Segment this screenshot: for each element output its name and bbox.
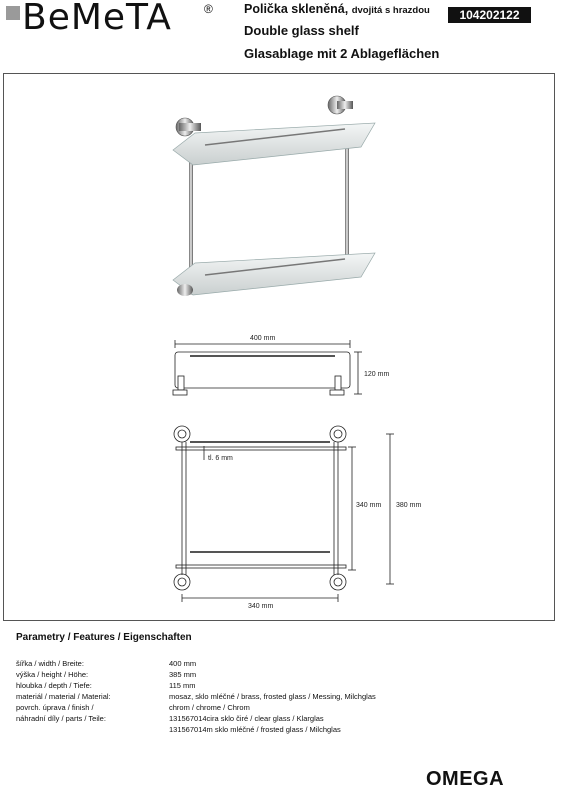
- title-english: Double glass shelf: [244, 23, 359, 38]
- parameter-label: materiál / material / Material:: [16, 692, 111, 701]
- front-mount-bottom-left: [174, 574, 190, 590]
- parameter-label: výška / height / Höhe:: [16, 670, 89, 679]
- inner-height-label: 340 mm: [356, 502, 382, 509]
- glass-thickness-label: tl. 6 mm: [208, 455, 233, 462]
- title-czech-note: dvojitá s hrazdou: [351, 5, 430, 16]
- front-lower-glass: [176, 565, 346, 568]
- parameter-label: šířka / width / Breite:: [16, 659, 84, 668]
- product-photo: [165, 85, 395, 315]
- brand-logo: BeMeTA: [22, 0, 172, 38]
- parameter-value: 131567014cira sklo čiré / clear glass / Klarglas: [169, 714, 324, 723]
- parameter-label: hloubka / depth / Tiefe:: [16, 681, 92, 690]
- parameter-label: náhradní díly / parts / Teile:: [16, 714, 106, 723]
- product-code-badge: 104202122: [448, 7, 531, 23]
- total-height-label: 380 mm: [396, 502, 422, 509]
- title-czech: [244, 2, 430, 16]
- bottom-mount-left: [177, 284, 193, 296]
- parameter-value: 385 mm: [169, 670, 197, 679]
- parameter-value: 115 mm: [169, 681, 196, 690]
- registered-mark: ®: [204, 2, 213, 16]
- width-label: 400 mm: [250, 335, 276, 342]
- front-height-label: 120 mm: [364, 371, 390, 378]
- front-mount-top-right: [330, 426, 346, 442]
- logo-mark: [6, 6, 20, 20]
- inner-width-label: 340 mm: [248, 603, 274, 610]
- parameter-value: 400 mm: [169, 659, 197, 668]
- parameters-title: Parametry / Features / Eigenschaften: [16, 632, 192, 643]
- parameter-label: povrch. úprava / finish /: [16, 703, 94, 712]
- parameter-value: 131567014m sklo mléčné / frosted glass / Milchglas: [169, 725, 341, 734]
- top-view-glass: [175, 352, 350, 388]
- parameter-value: mosaz, sklo mléčné / brass, frosted glass / Messing, Milchglas: [169, 692, 376, 701]
- parameter-value: chrom / chrome / Chrom: [169, 703, 250, 712]
- front-mount-bottom-right: [330, 574, 346, 590]
- front-upper-glass: [176, 447, 346, 450]
- front-mount-top-left: [174, 426, 190, 442]
- title-german: Glasablage mit 2 Ablageflächen: [244, 46, 440, 61]
- technical-drawing: [120, 330, 440, 620]
- series-name: OMEGA: [426, 768, 505, 790]
- title-czech-main: Polička skleněná,: [244, 2, 349, 16]
